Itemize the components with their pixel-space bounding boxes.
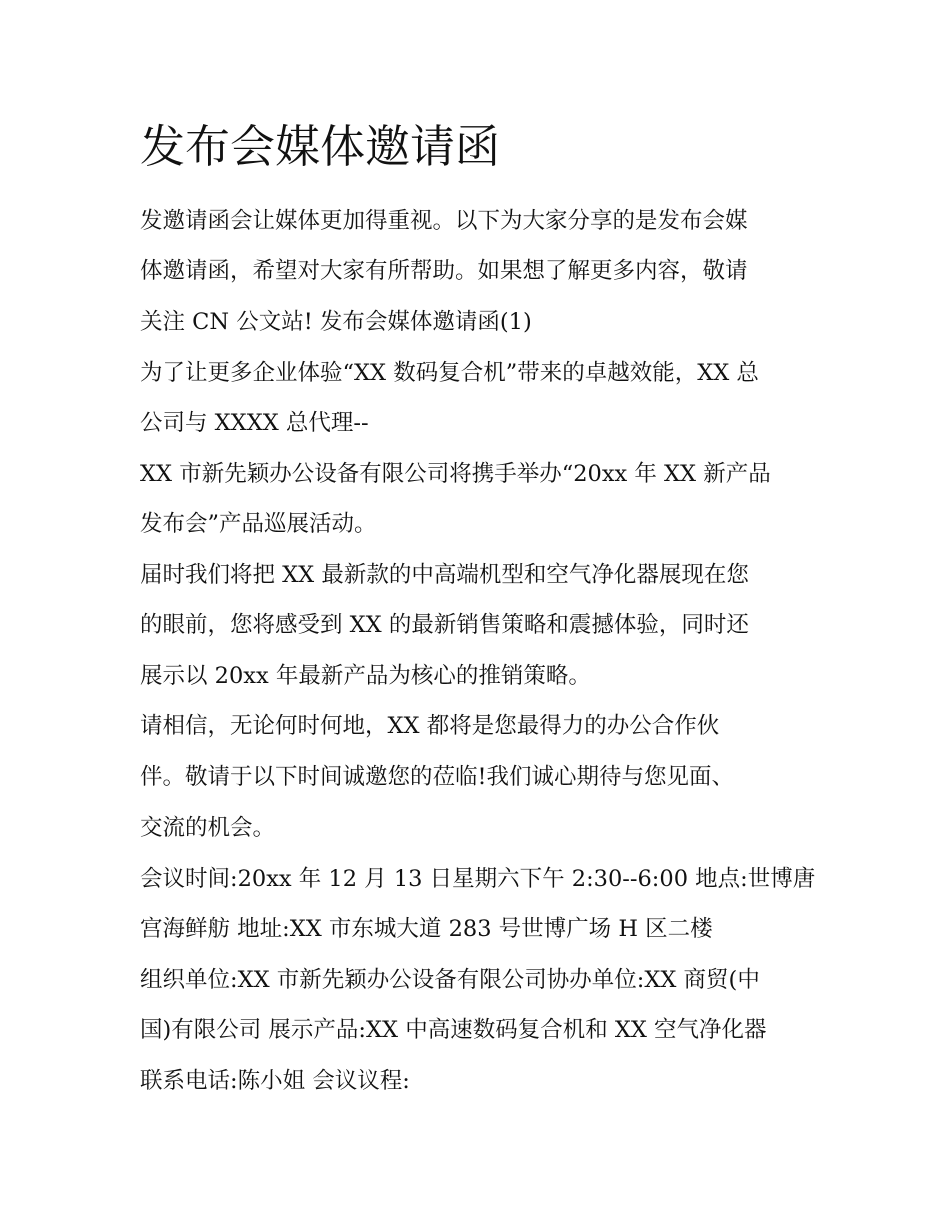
body-line: 发邀请函会让媒体更加得重视。以下为大家分享的是发布会媒 xyxy=(140,208,748,234)
body-line: 展示以 20xx 年最新产品为核心的推销策略。 xyxy=(140,663,591,689)
body-line: 体邀请函，希望对大家有所帮助。如果想了解更多内容，敬请 xyxy=(140,258,748,284)
body-line: 公司与 XXXX 总代理-- xyxy=(140,410,369,436)
body-line: 国)有限公司 展示产品:XX 中高速数码复合机和 XX 空气净化器 xyxy=(140,1017,767,1043)
body-line: 请相信，无论何时何地，XX 都将是您最得力的办公合作伙 xyxy=(140,713,720,739)
body-line: 的眼前，您将感受到 XX 的最新销售策略和震撼体验，同时还 xyxy=(140,612,749,638)
body-line: 届时我们将把 XX 最新款的中高端机型和空气净化器展现在您 xyxy=(140,562,749,588)
body-line: 关注 CN 公文站! 发布会媒体邀请函(1) xyxy=(140,309,532,335)
body-line: 组织单位:XX 市新先颖办公设备有限公司协办单位:XX 商贸(中 xyxy=(140,967,760,993)
body-line: 伴。敬请于以下时间诚邀您的莅临!我们诚心期待与您见面、 xyxy=(140,764,735,790)
document-title: 发布会媒体邀请函 xyxy=(140,120,501,173)
body-line: 联系电话:陈小姐 会议议程: xyxy=(140,1068,410,1094)
body-line: 交流的机会。 xyxy=(140,815,276,841)
body-line: 宫海鲜舫 地址:XX 市东城大道 283 号世博广场 H 区二楼 xyxy=(140,916,713,942)
body-line: 为了让更多企业体验“XX 数码复合机”带来的卓越效能，XX 总 xyxy=(140,360,759,386)
body-line: 会议时间:20xx 年 12 月 13 日星期六下午 2:30--6:00 地点:世博唐 xyxy=(140,866,816,892)
body-line: 发布会”产品巡展活动。 xyxy=(140,511,377,537)
body-line: XX 市新先颖办公设备有限公司将携手举办“20xx 年 XX 新产品 xyxy=(140,461,771,487)
